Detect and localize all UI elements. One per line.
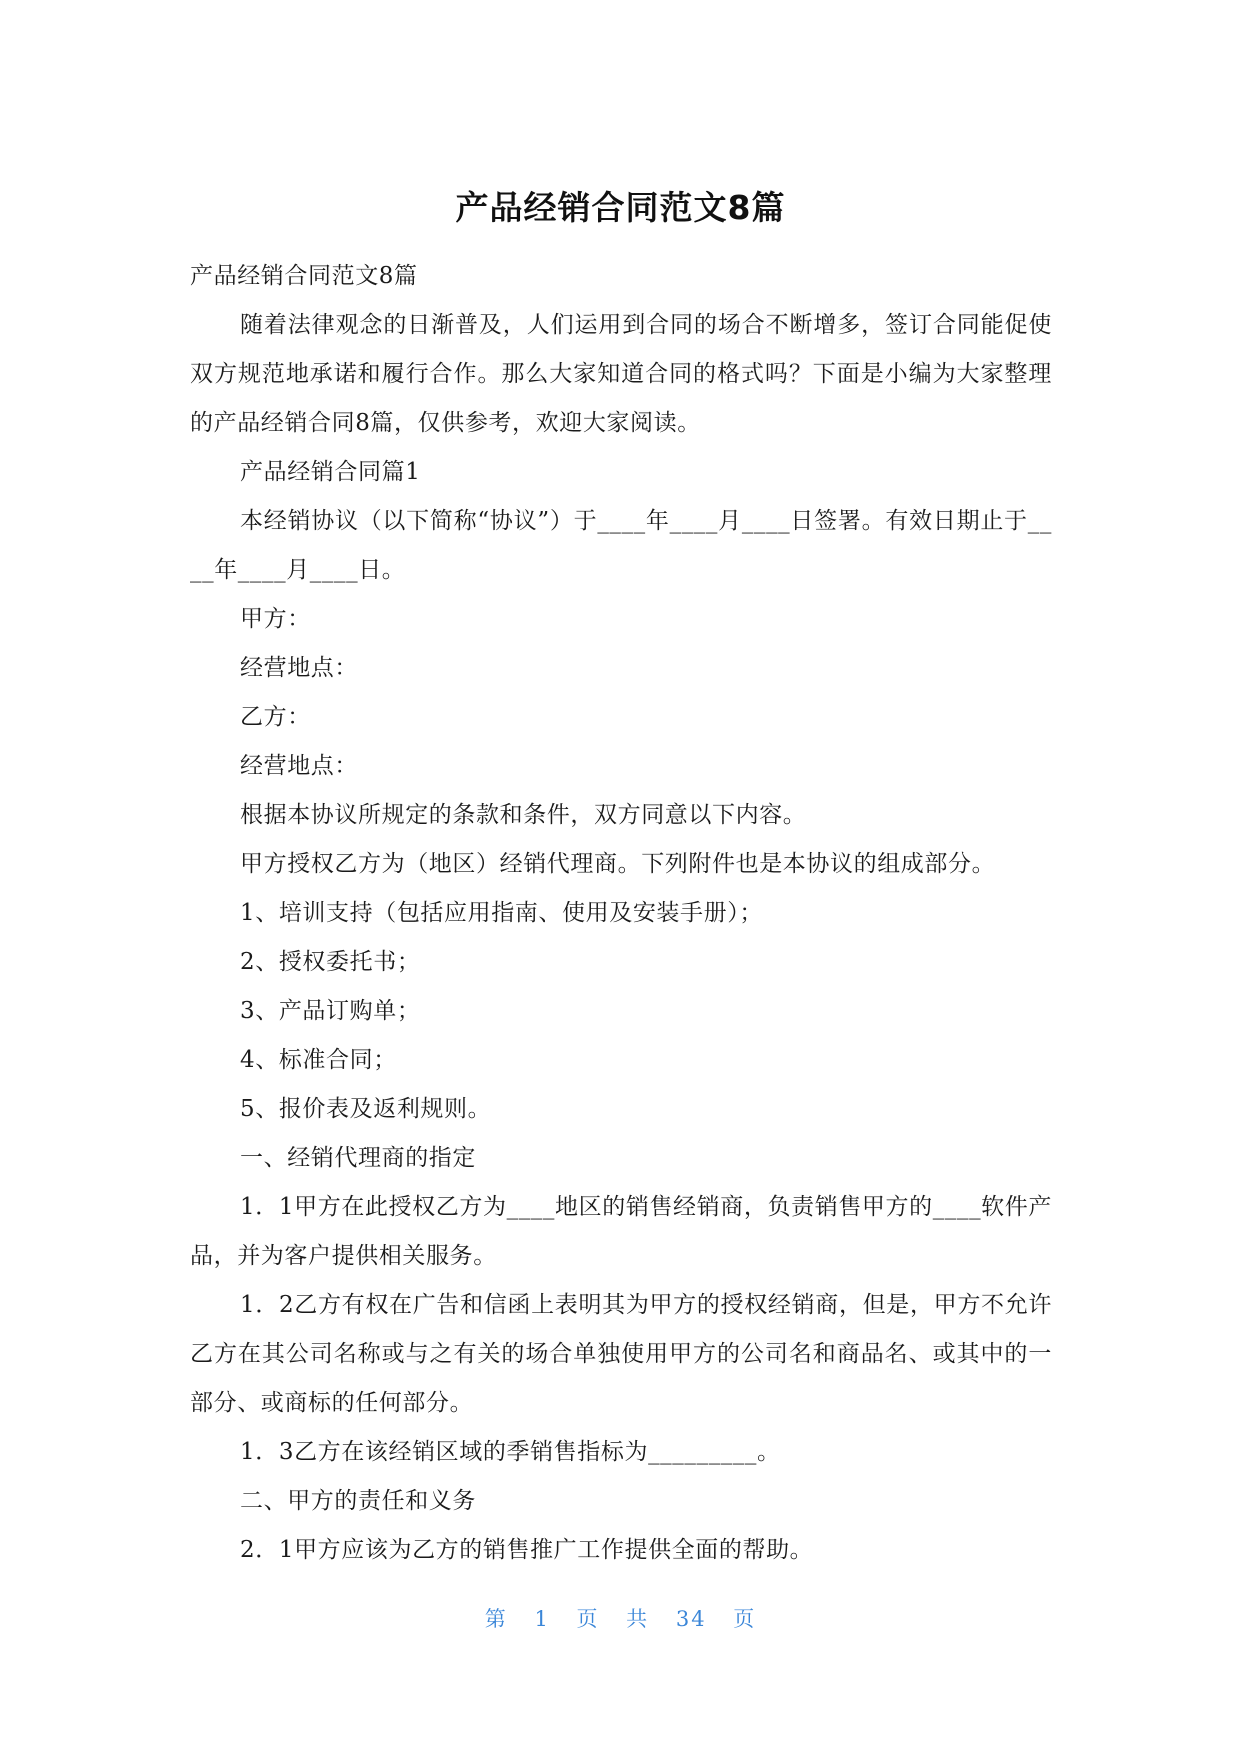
paragraph: 甲方： (240, 606, 311, 632)
paragraph: 3、产品订购单； (240, 998, 421, 1024)
paragraph: 经营地点： (240, 753, 358, 779)
paragraph: 本经销协议（以下简称“协议”）于____年____月____日签署。有效日期止于____年____月____日。 (190, 508, 1052, 583)
paragraph: 甲方授权乙方为（地区）经销代理商。下列附件也是本协议的组成部分。 (240, 851, 996, 877)
paragraph: 经营地点： (240, 655, 358, 681)
paragraph: 1．3乙方在该经销区域的季销售指标为_________。 (240, 1439, 781, 1465)
paragraph: 乙方： (240, 704, 311, 730)
paragraph: 产品经销合同篇1 (240, 459, 421, 485)
paragraph: 1．2乙方有权在广告和信函上表明其为甲方的授权经销商，但是，甲方不允许乙方在其公司名称或与之有关的场合单独使用甲方的公司名和商品名、或其中的一部分、或商标的任何部分。 (190, 1292, 1052, 1416)
paragraph: 1．1甲方在此授权乙方为____地区的销售经销商，负责销售甲方的____软件产品，并为客户提供相关服务。 (190, 1194, 1052, 1269)
paragraph: 2、授权委托书； (240, 949, 421, 975)
paragraph: 4、标准合同； (240, 1047, 397, 1073)
paragraph: 二、甲方的责任和义务 (240, 1488, 476, 1514)
page-footer: 第 1 页 共 34 页 (484, 1607, 757, 1631)
paragraph: 1、培训支持（包括应用指南、使用及安装手册）； (240, 900, 763, 926)
document-title: 产品经销合同范文8篇 (455, 188, 786, 227)
paragraph: 2．1甲方应该为乙方的销售推广工作提供全面的帮助。 (240, 1537, 814, 1563)
paragraph: 5、报价表及返利规则。 (240, 1096, 492, 1122)
paragraph: 随着法律观念的日渐普及，人们运用到合同的场合不断增多，签订合同能促使双方规范地承诺和履行合作。那么大家知道合同的格式吗？下面是小编为大家整理的产品经销合同8篇，仅供参考，欢迎大家阅读。 (190, 312, 1052, 436)
document-body (190, 252, 1052, 1575)
paragraph: 产品经销合同范文8篇 (190, 263, 418, 289)
paragraph: 一、经销代理商的指定 (240, 1145, 476, 1171)
paragraph: 根据本协议所规定的条款和条件，双方同意以下内容。 (240, 802, 807, 828)
